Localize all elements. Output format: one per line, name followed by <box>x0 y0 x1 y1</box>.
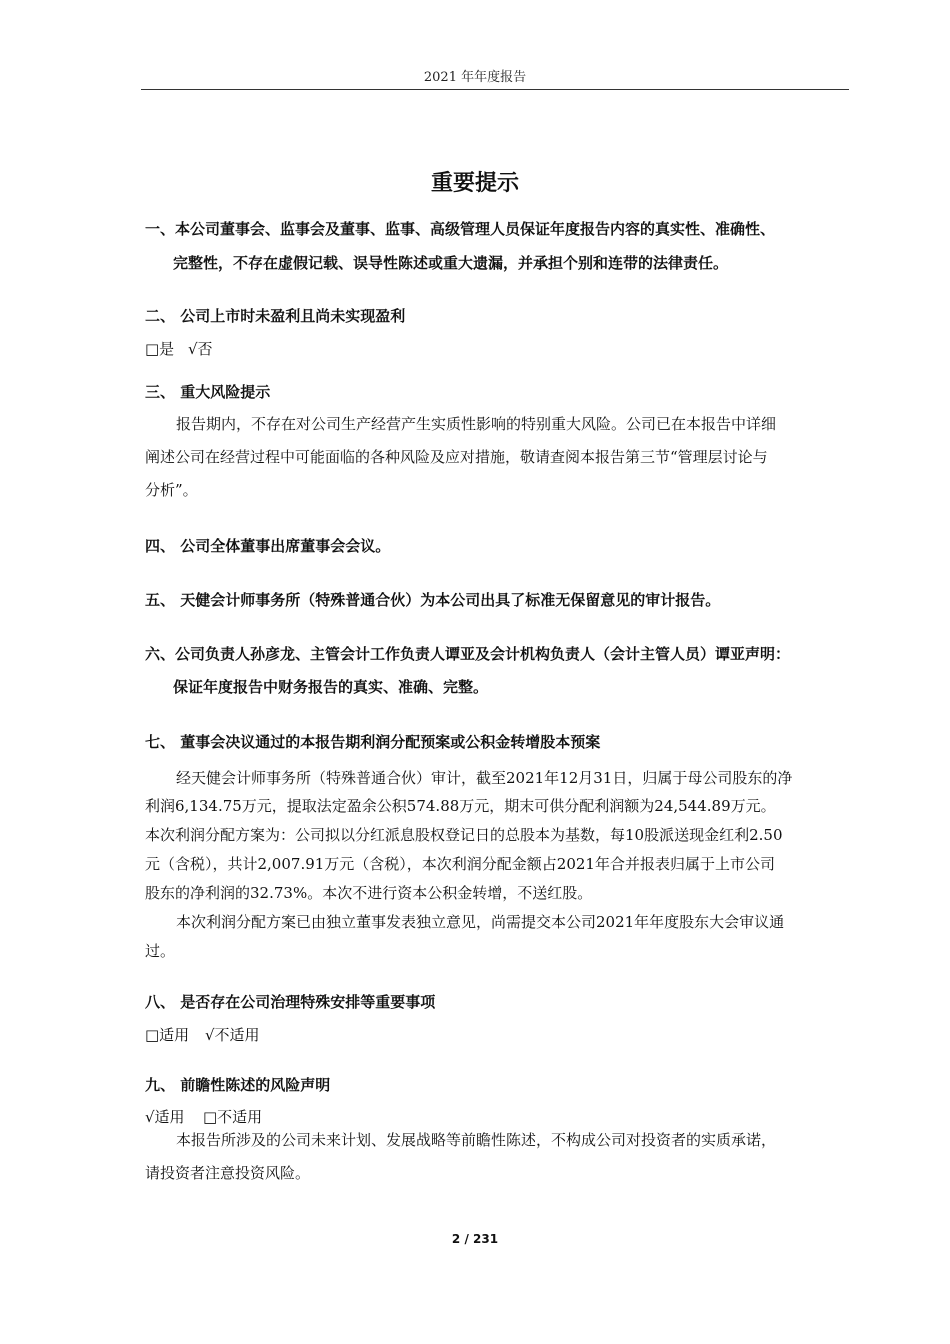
section-3-line-1: 报告期内，不存在对公司生产经营产生实质性影响的特别重大风险。公司已在本报告中详细 <box>176 415 777 433</box>
section-2-option-no: √否 <box>188 340 213 358</box>
section-6-line-2: 保证年度报告中财务报告的真实、准确、完整。 <box>173 678 489 696</box>
section-8-option-applicable: □适用 <box>145 1026 190 1044</box>
section-9-line-1: 本报告所涉及的公司未来计划、发展战略等前瞻性陈述，不构成公司对投资者的实质承诺， <box>176 1131 777 1149</box>
section-2-option-yes: □是 <box>145 340 175 358</box>
section-8-option-not-applicable: √不适用 <box>205 1026 260 1044</box>
section-7-line-6: 本次利润分配方案已由独立董事发表独立意见，尚需提交本公司2021年年度股东大会审议通 <box>176 913 785 931</box>
section-7-line-1: 经天健会计师事务所（特殊普通合伙）审计，截至2021年12月31日，归属于母公司股东的净 <box>176 769 793 787</box>
section-9-heading: 九、 前瞻性陈述的风险声明 <box>145 1076 331 1094</box>
running-header: 2021 年年度报告 <box>423 70 527 85</box>
section-6-line-1: 六、公司负责人孙彦龙、主管会计工作负责人谭亚及会计机构负责人（会计主管人员）谭亚声明： <box>145 645 791 663</box>
section-7-line-3: 本次利润分配方案为：公司拟以分红派息股权登记日的总股本为基数，每10股派送现金红利2.50 <box>145 826 783 844</box>
section-1-line-1: 一、本公司董事会、监事会及董事、监事、高级管理人员保证年度报告内容的真实性、准确性、 <box>145 220 776 238</box>
page-title: 重要提示 <box>430 171 519 196</box>
header-divider <box>141 89 849 90</box>
section-1-line-2: 完整性，不存在虚假记载、误导性陈述或重大遗漏，并承担个别和连带的法律责任。 <box>173 254 729 272</box>
section-7-heading: 七、 董事会决议通过的本报告期利润分配预案或公积金转增股本预案 <box>145 733 601 751</box>
section-7-line-2: 利润6,134.75万元，提取法定盈余公积574.88万元，期末可供分配利润额为24,544.89万元。 <box>145 797 776 815</box>
section-2-heading: 二、 公司上市时未盈利且尚未实现盈利 <box>145 307 406 325</box>
section-9-option-not-applicable: □不适用 <box>203 1108 263 1126</box>
section-9-option-applicable: √适用 <box>145 1108 185 1126</box>
section-9-line-2: 请投资者注意投资风险。 <box>145 1164 311 1182</box>
section-5-heading: 五、 天健会计师事务所（特殊普通合伙）为本公司出具了标准无保留意见的审计报告。 <box>145 591 721 609</box>
section-3-line-3: 分析”。 <box>145 481 198 499</box>
section-4-heading: 四、 公司全体董事出席董事会会议。 <box>145 537 391 555</box>
section-7-line-4: 元（含税），共计2,007.91万元（含税），本次利润分配金额占2021年合并报表归属于上市公司 <box>145 855 775 873</box>
page-number: 2 / 231 <box>451 1232 499 1246</box>
section-7-line-5: 股东的净利润的32.73%。本次不进行资本公积金转增，不送红股。 <box>145 884 593 902</box>
section-7-line-7: 过。 <box>145 942 176 960</box>
section-8-heading: 八、 是否存在公司治理特殊安排等重要事项 <box>145 993 436 1011</box>
section-3-heading: 三、 重大风险提示 <box>145 383 271 401</box>
section-3-line-2: 阐述公司在经营过程中可能面临的各种风险及应对措施，敬请查阅本报告第三节“管理层讨论与 <box>145 448 768 466</box>
